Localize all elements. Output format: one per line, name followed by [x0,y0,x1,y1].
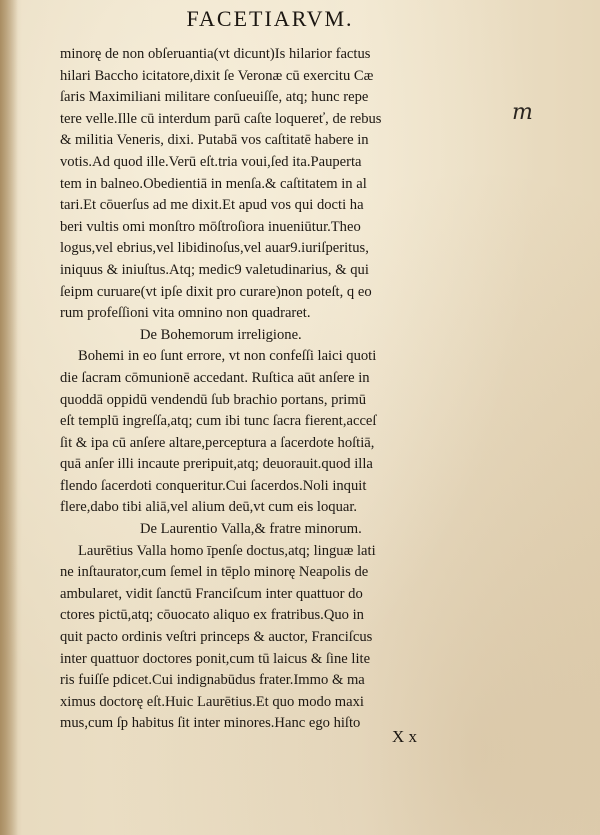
running-header: FACETIARVM. [186,6,354,31]
text-line: ſeipm curuare(vt ipſe dixit pro curare)non poteſt, q eo [60,283,372,300]
section-heading: De Laurentio Valla,& fratre minorum. [140,521,362,538]
text-line: quoddā oppidū vendendū ſub brachio portans, primū [60,391,367,408]
text-line: Bohemi in eo ſunt errore, vt non confeſſi laici quoti [78,348,377,365]
text-line: minorę de non obſeruantia(vt dicunt)Is hilarior factus [60,46,371,62]
text-line: iniquus & iniuſtus.Atq; medic9 valetudinarius, & qui [60,261,369,278]
text-line: mus,cum ſp habitus ſit inter minores.Hanc ego hiſto [60,715,361,732]
text-line: hilari Baccho icitatore,dixit ſe Veronæ cū exercitu Cæ [60,67,374,84]
text-line: beri vultis omi monſtro mōſtroſiora inueniūtur.Theo [60,218,361,235]
text-line: inter quattuor doctores ponit,cum tū laicus & ſine lite [60,650,371,667]
text-line: flendo ſacerdoti conqueritur.Cui ſacerdos.Noli inquit [60,477,367,494]
text-line: ambularet, vidit ſanctū Franciſcum inter quattuor do [60,585,363,602]
text-line: ſaris Maximiliani militare conſueuiſſe, atq; hunc repe [60,89,369,106]
page-gutter-shadow [0,0,18,835]
text-line: Laurētius Valla homo īpenſe doctus,atq; linguæ lati [78,542,376,559]
section-heading: De Bohemorum irreligione. [140,326,302,343]
text-line: tere velle.Ille cū interdum parū caſte loquereť, de rebus [60,110,382,127]
text-line: die ſacram cōmunionē accedant. Ruſtica aūt anſere in [60,369,370,386]
text-line: tari.Et cōuerſus ad me dixit.Et apud vos qui docti ha [60,197,364,214]
text-line: ximus doctorę eſt.Huic Laurētius.Et quo modo maxi [60,693,364,710]
body-text [60,44,490,735]
text-line: flere,dabo tibi aliā,vel alium deū,vt cum eis loquar. [60,499,358,516]
text-line: quit pacto ordinis veſtri princeps & auctor, Franciſcus [60,629,373,646]
signature-mark: X x [392,727,418,746]
text-line: ne inſtaurator,cum ſemel in tēplo minorę Neapolis de [60,564,369,581]
text-line: eſt templū ingreſſa,atq; cum ibi tunc ſacra fierent,acceſ [60,413,377,430]
text-line: ris fuiſſe pdicet.Cui indignabūdus frater.Immo & ma [60,672,365,689]
margin-annotation: m [512,100,533,125]
text-line: logus,vel ebrius,vel libidinoſus,vel auar9.iuriſperitus, [60,240,369,257]
text-line: & militia Veneris, dixi. Putabā vos caſtitatē habere in [60,132,369,149]
text-line: ſit & ipa cū anſere altare,perceptura a ſacerdote hoſtiā, [60,434,375,451]
text-line: rum profeſſioni vita omnino non quadraret. [60,305,311,322]
text-line: votis.Ad quod ille.Verū eſt.tria voui,ſed ita.Pauperta [60,153,362,170]
text-line: ctores pictū,atq; cōuocato aliquo ex fratribus.Quo in [60,607,364,624]
text-line: tem in balneo.Obedientiā in menſa.& caſtitatem in al [60,175,367,192]
text-line: quā anſer illi incaute preripuit,atq; deuorauit.quod illa [60,456,373,473]
